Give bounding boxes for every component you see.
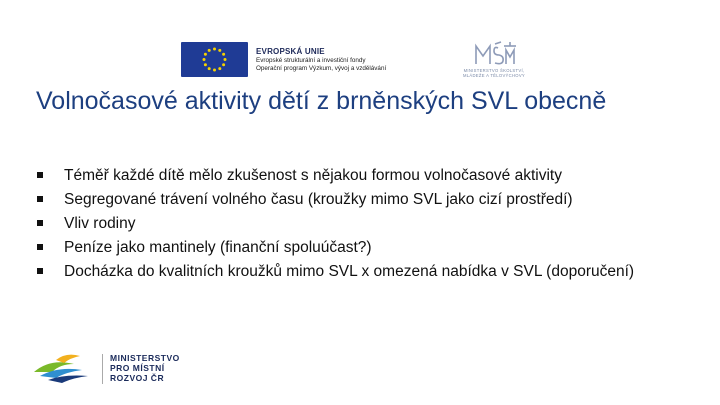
bullet-text: Vliv rodiny bbox=[64, 215, 136, 232]
bullet-text: Segregované trávení volného času (kroužky mimo SVL jako cizí prostředí) bbox=[64, 191, 573, 208]
bullet-item bbox=[36, 238, 686, 258]
mmr-divider bbox=[102, 354, 103, 384]
mmr-emblem-icon bbox=[30, 350, 96, 386]
mmr-logo-text bbox=[110, 353, 180, 383]
eu-logo-line1: Evropské strukturální a investiční fondy bbox=[256, 56, 366, 64]
slide-title: Volnočasové aktivity dětí z brněnských SVL obecně bbox=[36, 87, 607, 115]
bullet-marker-icon bbox=[37, 220, 43, 226]
eu-flag-icon bbox=[181, 42, 248, 77]
mmr-logo-line3: ROZVOJ ČR bbox=[110, 373, 165, 383]
eu-logo-title: EVROPSKÁ UNIE bbox=[256, 46, 325, 56]
msmt-emblem-icon bbox=[448, 40, 538, 68]
bullet-text: Docházka do kvalitních kroužků mimo SVL x omezená nabídka v SVL (doporučení) bbox=[64, 263, 635, 280]
bullet-marker-icon bbox=[37, 172, 43, 178]
eu-logo-text bbox=[256, 42, 386, 77]
bullet-text: Peníze jako mantinely (finanční spoluúčast?) bbox=[64, 239, 372, 256]
bullet-item bbox=[36, 214, 686, 234]
mmr-logo bbox=[30, 350, 200, 386]
bullet-item bbox=[36, 190, 686, 210]
eu-logo-line2: Operační program Výzkum, vývoj a vzdělávání bbox=[256, 64, 387, 72]
msmt-logo-text bbox=[452, 68, 536, 78]
msmt-logo-line2: MLÁDEŽE A TĚLOVÝCHOVY bbox=[462, 73, 526, 78]
mmr-logo-line1: MINISTERSTVO bbox=[110, 353, 180, 363]
msmt-logo bbox=[448, 40, 538, 78]
msmt-logo-line1: MINISTERSTVO ŠKOLSTVÍ, bbox=[463, 68, 525, 73]
bullet-item bbox=[36, 166, 686, 186]
bullet-marker-icon bbox=[37, 268, 43, 274]
bullet-list bbox=[36, 166, 686, 286]
mmr-logo-line2: PRO MÍSTNÍ bbox=[110, 363, 165, 373]
eu-logo bbox=[181, 42, 433, 77]
bullet-item bbox=[36, 262, 686, 282]
bullet-marker-icon bbox=[37, 196, 43, 202]
bullet-marker-icon bbox=[37, 244, 43, 250]
bullet-text: Téměř každé dítě mělo zkušenost s nějakou formou volnočasové aktivity bbox=[64, 167, 562, 184]
